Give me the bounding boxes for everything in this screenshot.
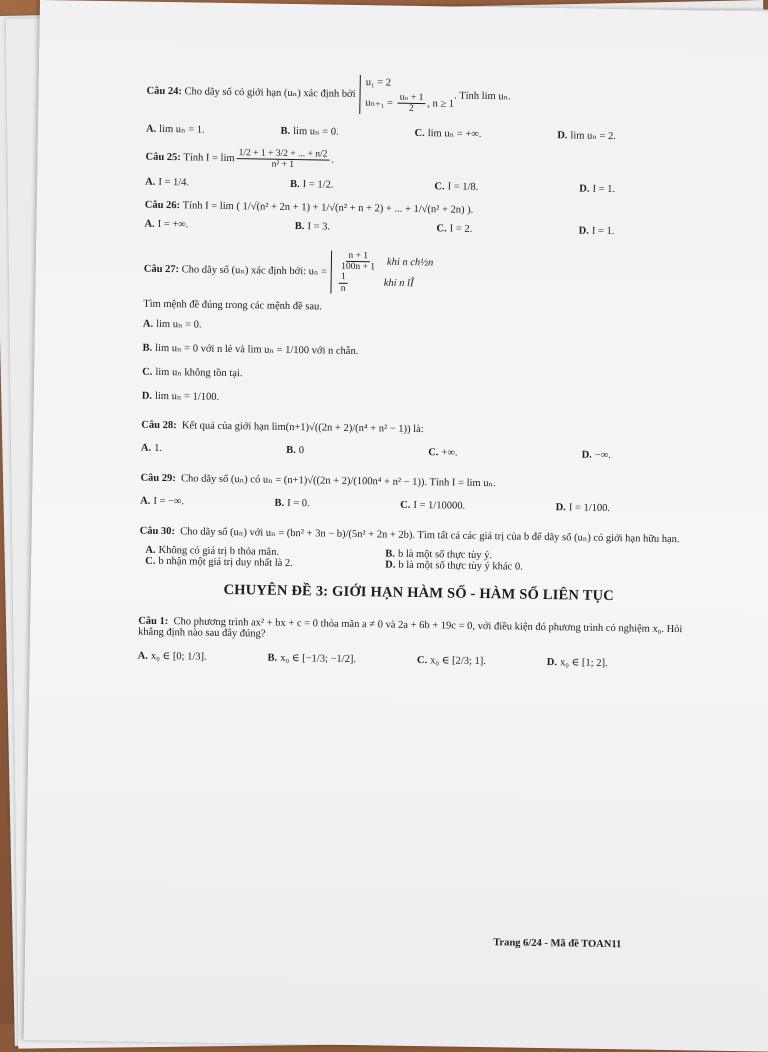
option-b[interactable]: B. b là một số thực tùy ý. [385, 548, 493, 562]
numerator: uₙ + 1 [398, 92, 426, 104]
question-30 [139, 525, 700, 576]
system-line: u₁ = 2 [365, 77, 392, 89]
question-text: Cho dãy số có giới hạn (uₙ) xác định bởi [184, 86, 356, 101]
question-27 [142, 247, 704, 411]
option-c[interactable]: C. I = 2. [436, 222, 473, 235]
page-content [138, 72, 707, 671]
question-label: Câu 27: [143, 263, 180, 276]
recurrence-system [359, 75, 454, 115]
answer-options [140, 496, 610, 514]
question-text: Cho dãy số (uₙ) xác định bởi: uₙ = [181, 264, 328, 278]
option-c[interactable]: C. I = 1/10000. [400, 500, 466, 513]
question-label: Câu 24: [146, 85, 182, 98]
question-25: Câu 25: Tính I = lim $\frac{1/2 + 1 + 3/2 + ... + n/2}{\text{n² + 1}}$ . A. I = 1/4. B. I = 1/2. C. I = 1/8. D. I = 1. [145, 147, 616, 195]
option-b[interactable]: B. I = 0. [274, 498, 310, 510]
option-d[interactable]: D. x₀ ∈ [1; 2]. [546, 657, 608, 670]
option-a[interactable]: A. I = −∞. [140, 495, 185, 508]
option-d[interactable]: D. lim uₙ = 2. [557, 129, 617, 142]
option-a[interactable]: A. lim uₙ = 0. [142, 318, 202, 331]
question-label: Câu 29: [140, 472, 176, 485]
numerator: 1 [339, 272, 348, 284]
fraction [339, 272, 348, 294]
question-label: Câu 30: [139, 525, 176, 538]
option-b[interactable]: B. I = 3. [294, 220, 331, 233]
question-29 [140, 472, 700, 516]
question-prompt: Tìm mệnh đề đúng trong các mệnh đề sau. [143, 298, 323, 313]
option-b[interactable]: B. lim uₙ = 0. [280, 125, 339, 138]
answer-options [146, 122, 616, 141]
answer-options [141, 443, 611, 461]
question-24 [146, 72, 707, 143]
option-c[interactable]: C. b nhận một giá trị duy nhất là 2. [145, 556, 293, 570]
exam-page [24, 0, 768, 1052]
page-footer: Trang 6/24 - Mã đề TOAN11 [493, 937, 622, 951]
option-b[interactable]: B. lim uₙ = 0 với n lẻ và lim uₙ = 1/100 với n chẵn. [142, 342, 359, 358]
question-text: Cho phương trình ax² + bx + c = 0 thỏa mãn a ≠ 0 và 2a + 6b + 19c = 0, với điều kiện đó phương trình có nghiệm x₀. Hỏi khẳng định nào sau đây đúng? [137, 616, 683, 640]
option-d[interactable]: D. lim uₙ = 1/100. [141, 390, 220, 404]
case-condition: khi n ch½n [386, 256, 434, 269]
limit-expression: ( 1/√(n² + 2n + 1) + 1/√(n² + n + 2) + ... + 1/√(n² + 2n) ). [236, 200, 474, 216]
answer-options [139, 545, 699, 576]
question-tail: . Tính lim uₙ. [454, 90, 511, 103]
system-line: uₙ₊₁ = [365, 97, 394, 109]
question-label: Câu 25: [145, 151, 181, 164]
chapter-heading: CHUYÊN ĐỀ 3: GIỚI HẠN HÀM SỐ - HÀM SỐ LIÊN TỤC [223, 582, 615, 605]
option-a[interactable]: A. I = 1/4. [145, 176, 190, 188]
question-text: Tính I = lim [183, 152, 235, 165]
answer-options [144, 218, 614, 236]
option-b[interactable]: B. x₀ ∈ [−1/3; −1/2]. [267, 652, 357, 666]
option-d[interactable]: D. I = 1/100. [555, 502, 611, 515]
question-label: Câu 26: [144, 199, 181, 211]
system-condition: , n ≥ 1 [427, 98, 455, 110]
question-28 [141, 420, 701, 463]
option-a[interactable]: A. lim uₙ = 1. [145, 123, 205, 136]
piecewise-definition [331, 250, 434, 295]
option-b[interactable]: B. I = 1/2. [289, 178, 334, 191]
option-d[interactable]: D. b là một số thực tùy ý khác 0. [385, 559, 523, 573]
option-a[interactable]: A. 1. [140, 442, 163, 455]
question-text: Kết quả của giới hạn lim(n+1)√((2n + 2)/(n⁴ + n² − 1)) là: [181, 420, 424, 436]
denominator: n² + 1 [271, 159, 295, 171]
option-a[interactable]: A. Không có giá trị b thỏa mãn. [145, 545, 280, 559]
case-condition: khi n lÎ [383, 278, 414, 290]
question-label: Câu 28: [141, 419, 177, 432]
option-d[interactable]: D. −∞. [581, 449, 611, 462]
limit-fraction [236, 148, 329, 171]
option-c[interactable]: C. x₀ ∈ [2/3; 1]. [416, 655, 486, 668]
question-26 [144, 199, 704, 238]
answer-options [138, 650, 608, 669]
denominator: 100n + 1 [341, 261, 376, 273]
option-c[interactable]: C. lim uₙ không tồn tại. [142, 366, 243, 380]
option-a[interactable]: A. x₀ ∈ [0; 1/3]. [137, 650, 207, 663]
fraction [339, 250, 377, 272]
denominator: 2 [408, 104, 414, 115]
option-c[interactable]: C. +∞. [428, 447, 458, 459]
option-a[interactable]: A. I = +∞. [144, 218, 189, 230]
option-d[interactable]: D. I = 1. [579, 183, 616, 195]
option-c[interactable]: C. lim uₙ = +∞. [414, 127, 482, 140]
option-c[interactable]: C. I = 1/8. [434, 180, 479, 193]
denominator: n [340, 283, 346, 294]
question-text: Tính I = lim [182, 199, 234, 212]
question-1 [138, 616, 699, 671]
question-text: Cho dãy số (uₙ) có uₙ = (n+1)√((2n + 2)/(100n⁴ + n² − 1)). Tính I = lim uₙ. [180, 473, 496, 490]
option-d[interactable]: D. I = 1. [578, 225, 615, 237]
numerator: n + 1 [346, 250, 370, 262]
fraction [397, 92, 425, 114]
numerator: 1/2 + 1 + 3/2 + ... + n/2 [237, 148, 330, 161]
option-b[interactable]: B. 0 [286, 445, 305, 457]
question-text: Cho dãy số (uₙ) với uₙ = (bn² + 3n − b)/(5n² + 2n + 2b). Tìm tất cả các giá trị của b để dãy số (uₙ) có giới hạn hữu hạn. [180, 526, 680, 546]
answer-options [145, 176, 615, 194]
question-label: Câu 1: [138, 615, 169, 628]
